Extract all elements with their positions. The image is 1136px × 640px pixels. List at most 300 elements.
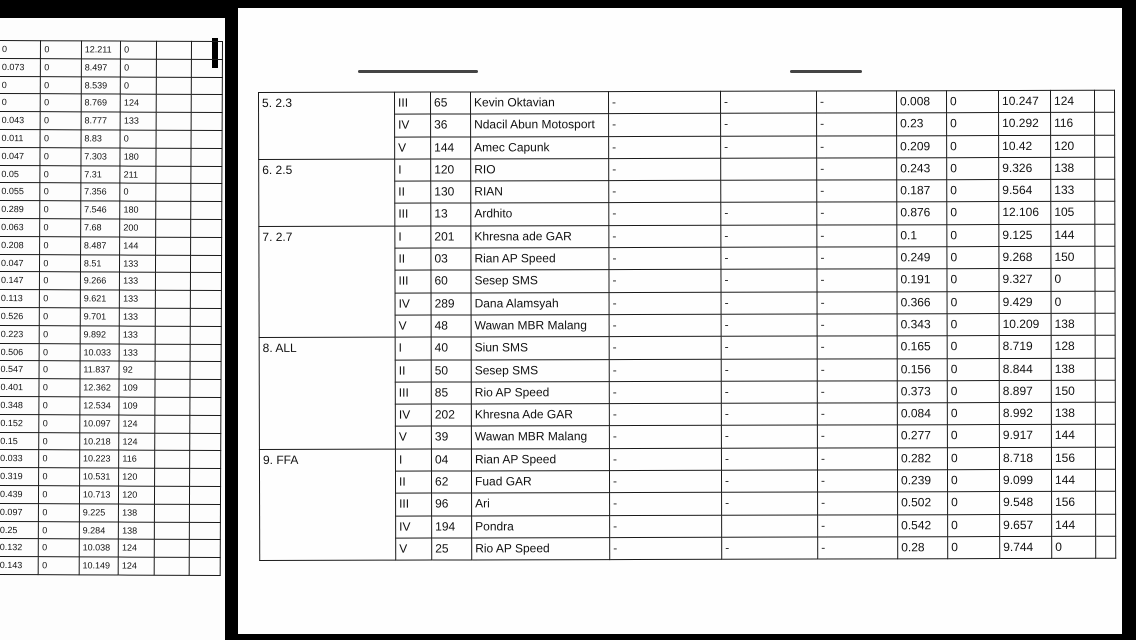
result-rank-cell: II: [395, 181, 431, 203]
left-table-cell: 0: [40, 308, 81, 326]
left-document-page: [0, 18, 225, 640]
left-table-empty-cell: [157, 112, 192, 130]
left-table-cell: 10.149: [79, 557, 118, 575]
left-table-cell: 124: [120, 94, 156, 112]
left-table-empty-cell: [191, 148, 222, 166]
left-table-cell: 0: [40, 290, 81, 308]
result-z-cell: 0: [947, 314, 999, 336]
left-table-cell: 116: [119, 450, 155, 468]
left-table-cell: 8.769: [81, 94, 120, 112]
result-rank-cell: I: [395, 449, 431, 471]
left-table-empty-cell: [190, 290, 221, 308]
left-table-empty-cell: [156, 166, 191, 184]
left-table-row: [0, 236, 222, 255]
left-table-row: [0, 183, 222, 202]
result-rank-cell: IV: [396, 516, 432, 538]
left-table-row: [0, 307, 221, 326]
result-z-cell: 0: [948, 536, 1000, 558]
result-et-cell: 9.657: [1000, 514, 1052, 536]
left-table-cell: 0: [0, 94, 41, 112]
result-speed-cell: 138: [1051, 313, 1095, 335]
left-table-cell: 0: [39, 361, 80, 379]
result-et-cell: 8.897: [999, 380, 1051, 402]
left-table-empty-cell: [190, 433, 221, 451]
left-table-row: [0, 396, 221, 415]
result-d3-cell: -: [817, 470, 897, 493]
left-table-cell: 124: [119, 433, 155, 451]
result-et-cell: 9.327: [999, 269, 1051, 291]
left-table-cell: 0.152: [0, 414, 39, 432]
left-table-cell: 180: [120, 201, 156, 219]
left-results-table: [0, 40, 223, 576]
result-speed-cell: 144: [1051, 425, 1095, 447]
result-rt-cell: 0.084: [897, 403, 947, 425]
left-table-cell: 7.546: [81, 201, 120, 219]
left-table-cell: 0.097: [0, 503, 39, 521]
result-extra-cell: [1096, 536, 1116, 558]
left-table-cell: 7.68: [80, 219, 119, 237]
left-table-empty-cell: [189, 557, 220, 575]
result-d3-cell: -: [817, 291, 897, 314]
result-name-cell: Sesep SMS: [471, 270, 609, 293]
left-table-empty-cell: [156, 201, 191, 219]
left-table-row: [0, 272, 221, 291]
left-table-cell: 0: [40, 130, 81, 148]
result-z-cell: 0: [947, 135, 999, 157]
left-table-empty-cell: [156, 308, 191, 326]
result-extra-cell: [1095, 179, 1115, 201]
left-table-empty-cell: [155, 540, 190, 558]
result-d2-cell: -: [721, 203, 817, 226]
result-d2-cell: -: [721, 359, 817, 382]
result-name-cell: Ndacil Abun Motosport: [471, 114, 609, 137]
left-table-row: [0, 201, 222, 220]
result-rank-cell: IV: [395, 404, 431, 426]
result-speed-cell: 120: [1051, 135, 1095, 157]
left-table-cell: 0.147: [0, 272, 40, 290]
result-rank-cell: III: [395, 382, 431, 404]
result-row: [259, 157, 1115, 182]
left-table-cell: 0: [40, 272, 81, 290]
left-table-cell: 0: [39, 521, 80, 539]
left-table-cell: 0: [40, 165, 81, 183]
result-speed-cell: 124: [1050, 90, 1094, 112]
left-table-cell: 0.526: [0, 307, 40, 325]
left-table-cell: 10.218: [80, 432, 119, 450]
left-table-row: [0, 58, 222, 77]
result-d2-cell: [721, 180, 817, 203]
left-table-row: [0, 112, 222, 131]
left-table-cell: 11.837: [80, 361, 119, 379]
result-extra-cell: [1095, 313, 1115, 335]
left-table-cell: 0: [40, 254, 81, 272]
left-table-cell: 10.038: [79, 539, 118, 557]
left-table-cell: 0.223: [0, 325, 40, 343]
left-table-cell: 0: [41, 94, 82, 112]
result-d1-cell: -: [609, 225, 721, 248]
left-table-cell: 8.539: [81, 76, 120, 94]
result-number-cell: 85: [431, 382, 471, 404]
left-table-cell: 8.777: [81, 112, 120, 130]
left-table-cell: 10.531: [79, 468, 118, 486]
left-table-cell: 0: [39, 414, 80, 432]
left-table-empty-cell: [156, 273, 191, 291]
result-z-cell: 0: [947, 247, 999, 269]
left-table-row: [0, 147, 222, 166]
left-table-cell: 133: [119, 326, 155, 344]
category-cell: 9. FFA: [259, 449, 395, 561]
left-table-cell: 0.401: [0, 379, 39, 397]
result-d3-cell: -: [817, 180, 897, 203]
left-table-empty-cell: [157, 95, 192, 113]
result-speed-cell: 150: [1051, 380, 1095, 402]
result-name-cell: Rian AP Speed: [471, 448, 609, 471]
result-rt-cell: 0.249: [897, 247, 947, 269]
result-et-cell: 9.744: [1000, 536, 1052, 558]
left-table-cell: 7.303: [81, 148, 120, 166]
result-d1-cell: -: [609, 270, 721, 293]
result-z-cell: 0: [946, 91, 998, 113]
left-table-row: [0, 165, 222, 184]
result-z-cell: 0: [947, 470, 999, 492]
header-rule-right: [790, 70, 862, 73]
result-et-cell: 10.209: [999, 313, 1051, 335]
left-table-row: [0, 343, 221, 362]
result-d1-cell: -: [609, 292, 721, 315]
left-table-cell: 12.534: [80, 397, 119, 415]
result-d1-cell: -: [609, 91, 721, 114]
result-number-cell: 202: [431, 404, 471, 426]
result-rank-cell: III: [396, 493, 432, 515]
left-table-empty-cell: [190, 468, 221, 486]
result-number-cell: 194: [432, 516, 472, 538]
left-table-cell: 0.047: [0, 254, 40, 272]
left-table-cell: 133: [120, 272, 156, 290]
result-number-cell: 04: [431, 449, 471, 471]
left-table-cell: 120: [119, 486, 155, 504]
result-name-cell: Siun SMS: [471, 337, 609, 360]
result-rank-cell: IV: [395, 293, 431, 315]
result-et-cell: 8.718: [999, 447, 1051, 469]
result-d1-cell: -: [609, 247, 721, 270]
result-speed-cell: 133: [1051, 179, 1095, 201]
left-table-row: [0, 432, 221, 451]
result-rt-cell: 0.502: [898, 492, 948, 514]
result-d2-cell: -: [721, 292, 817, 315]
left-table-empty-cell: [191, 202, 222, 220]
left-table-empty-cell: [191, 166, 222, 184]
left-table-empty-cell: [190, 451, 221, 469]
result-rank-cell: II: [395, 471, 431, 493]
left-table-empty-cell: [191, 59, 222, 77]
left-table-empty-cell: [189, 540, 220, 558]
left-table-empty-cell: [190, 344, 221, 362]
left-table-cell: 133: [119, 344, 155, 362]
result-speed-cell: 156: [1051, 447, 1095, 469]
result-d1-cell: -: [609, 314, 721, 337]
result-et-cell: 10.247: [998, 90, 1050, 112]
result-number-cell: 120: [431, 159, 471, 181]
result-d3-cell: -: [817, 336, 897, 359]
result-name-cell: RIAN: [471, 181, 609, 204]
left-results-body: [0, 41, 222, 576]
left-table-empty-cell: [156, 344, 191, 362]
left-table-empty-cell: [190, 255, 221, 273]
left-table-cell: 8.487: [80, 237, 119, 255]
left-table-cell: 12.362: [80, 379, 119, 397]
result-et-cell: 9.564: [999, 180, 1051, 202]
left-table-empty-cell: [190, 362, 221, 380]
left-table-cell: 0: [120, 183, 156, 201]
result-rt-cell: 0.876: [897, 202, 947, 224]
result-rt-cell: 0.239: [897, 470, 947, 492]
result-speed-cell: 144: [1051, 469, 1095, 491]
result-extra-cell: [1095, 246, 1115, 268]
result-d2-cell: -: [721, 247, 817, 270]
left-table-cell: 0: [41, 58, 82, 76]
left-table-empty-cell: [157, 59, 192, 77]
result-rank-cell: III: [395, 204, 431, 226]
left-table-cell: 0: [39, 379, 80, 397]
result-z-cell: 0: [947, 180, 999, 202]
left-table-cell: 0: [40, 147, 81, 165]
result-et-cell: 8.844: [999, 358, 1051, 380]
left-table-cell: 0.113: [0, 290, 40, 308]
left-table-cell: 0: [121, 59, 157, 77]
left-table-row: [0, 254, 222, 273]
left-table-cell: 0.143: [0, 557, 39, 575]
left-table-row: [0, 485, 221, 504]
result-extra-cell: [1096, 492, 1116, 514]
left-table-cell: 211: [120, 166, 156, 184]
left-table-cell: 0: [39, 450, 80, 468]
result-name-cell: Khresna ade GAR: [471, 225, 609, 248]
left-table-empty-cell: [191, 95, 222, 113]
result-z-cell: 0: [947, 202, 999, 224]
left-table-cell: 0: [40, 112, 81, 130]
left-table-cell: 0: [40, 219, 81, 237]
result-d2-cell: -: [721, 403, 817, 426]
result-d2-cell: [722, 515, 818, 538]
result-d2-cell: -: [722, 537, 818, 560]
left-table-cell: 0: [40, 325, 81, 343]
result-d3-cell: -: [817, 425, 897, 448]
result-d2-cell: -: [720, 91, 816, 114]
right-document-page: [238, 8, 1122, 634]
left-table-row: [0, 450, 221, 469]
result-rank-cell: I: [395, 226, 431, 248]
result-extra-cell: [1095, 113, 1115, 135]
left-table-cell: 0: [120, 77, 156, 95]
left-table-cell: 0.073: [0, 58, 41, 76]
left-table-cell: 9.225: [79, 504, 118, 522]
left-table-cell: 124: [119, 415, 155, 433]
left-table-empty-cell: [189, 486, 220, 504]
left-table-cell: 8.497: [81, 59, 120, 77]
result-et-cell: 8.719: [999, 336, 1051, 358]
result-name-cell: Rio AP Speed: [471, 381, 609, 404]
result-d1-cell: -: [609, 470, 721, 493]
left-table-cell: 9.892: [80, 326, 119, 344]
result-z-cell: 0: [947, 269, 999, 291]
left-table-cell: 9.621: [80, 290, 119, 308]
left-table-empty-cell: [155, 557, 190, 575]
left-table-row: [0, 94, 222, 113]
result-d2-cell: [721, 158, 817, 181]
left-table-cell: 180: [120, 148, 156, 166]
left-table-row: [0, 361, 221, 380]
left-table-row: [0, 129, 222, 148]
result-et-cell: 9.268: [999, 247, 1051, 269]
left-table-cell: 0: [41, 41, 82, 59]
left-table-cell: 9.266: [80, 272, 119, 290]
result-d3-cell: -: [818, 492, 898, 515]
left-table-cell: 10.223: [79, 450, 118, 468]
left-table-cell: 133: [120, 255, 156, 273]
left-table-cell: 0.348: [0, 396, 39, 414]
result-d3-cell: -: [817, 225, 897, 248]
result-z-cell: 0: [947, 336, 999, 358]
result-rank-cell: II: [395, 360, 431, 382]
left-table-cell: 0.319: [0, 468, 39, 486]
result-et-cell: 9.429: [999, 291, 1051, 313]
result-z-cell: 0: [947, 403, 999, 425]
result-z-cell: 0: [947, 224, 999, 246]
result-d2-cell: -: [721, 314, 817, 337]
left-table-row: [0, 521, 220, 540]
result-rank-cell: I: [395, 337, 431, 359]
result-rank-cell: V: [395, 427, 431, 449]
left-table-cell: 10.033: [80, 343, 119, 361]
result-row: [259, 90, 1115, 115]
result-name-cell: Ardhito: [471, 203, 609, 226]
left-table-cell: 133: [120, 290, 156, 308]
left-table-empty-cell: [191, 130, 222, 148]
left-table-cell: 7.356: [81, 183, 120, 201]
result-d3-cell: -: [817, 113, 897, 136]
result-d2-cell: -: [721, 136, 817, 159]
result-number-cell: 96: [432, 493, 472, 515]
result-d2-cell: -: [721, 448, 817, 471]
result-z-cell: 0: [948, 514, 1000, 536]
result-d1-cell: -: [610, 493, 722, 516]
left-table-empty-cell: [155, 451, 190, 469]
left-table-cell: 0: [39, 539, 80, 557]
race-results-body: [259, 90, 1116, 560]
result-d1-cell: -: [609, 180, 721, 203]
result-d2-cell: -: [721, 470, 817, 493]
result-extra-cell: [1095, 469, 1115, 491]
left-table-cell: 0: [39, 503, 80, 521]
result-extra-cell: [1095, 447, 1115, 469]
result-z-cell: 0: [947, 425, 999, 447]
result-speed-cell: 128: [1051, 336, 1095, 358]
result-extra-cell: [1095, 380, 1115, 402]
result-z-cell: 0: [947, 380, 999, 402]
left-table-empty-cell: [156, 148, 191, 166]
left-table-row: [0, 218, 222, 237]
result-number-cell: 48: [431, 315, 471, 337]
left-table-empty-cell: [155, 362, 190, 380]
result-d3-cell: -: [817, 381, 897, 404]
left-table-cell: 0: [120, 130, 156, 148]
left-table-cell: 0: [39, 486, 80, 504]
left-table-empty-cell: [155, 397, 190, 415]
left-table-empty-cell: [156, 130, 191, 148]
result-name-cell: Rio AP Speed: [472, 538, 610, 561]
left-table-cell: 0: [39, 468, 80, 486]
header-rule-left: [358, 70, 478, 73]
left-table-empty-cell: [190, 397, 221, 415]
result-rank-cell: III: [395, 92, 431, 114]
left-table-empty-cell: [156, 184, 191, 202]
result-number-cell: 201: [431, 226, 471, 248]
result-rank-cell: II: [395, 248, 431, 270]
left-table-row: [0, 557, 220, 576]
result-d2-cell: -: [721, 269, 817, 292]
result-d1-cell: -: [609, 448, 721, 471]
left-table-row: [0, 41, 222, 60]
left-table-cell: 0.132: [0, 539, 39, 557]
left-table-empty-cell: [156, 255, 191, 273]
result-rt-cell: 0.343: [897, 314, 947, 336]
left-table-empty-cell: [156, 237, 191, 255]
left-table-empty-cell: [156, 290, 191, 308]
left-table-cell: 0: [40, 236, 81, 254]
result-z-cell: 0: [947, 447, 999, 469]
result-name-cell: Fuad GAR: [471, 471, 609, 494]
result-name-cell: RIO: [471, 158, 609, 181]
left-table-cell: 0: [39, 432, 80, 450]
left-table-row: [0, 539, 220, 558]
left-table-cell: 0.063: [0, 218, 40, 236]
left-table-cell: 120: [119, 468, 155, 486]
result-d3-cell: -: [817, 314, 897, 337]
left-table-empty-cell: [155, 415, 190, 433]
result-z-cell: 0: [948, 492, 1000, 514]
result-row: [259, 336, 1115, 361]
result-speed-cell: 105: [1051, 202, 1095, 224]
result-extra-cell: [1095, 336, 1115, 358]
left-table-cell: 0.547: [0, 361, 39, 379]
result-row: [259, 224, 1115, 249]
left-table-empty-cell: [155, 522, 190, 540]
left-table-cell: 0.25: [0, 521, 39, 539]
result-rt-cell: 0.366: [897, 291, 947, 313]
result-speed-cell: 116: [1051, 113, 1095, 135]
result-speed-cell: 0: [1051, 291, 1095, 313]
result-d3-cell: -: [817, 269, 897, 292]
result-d1-cell: -: [609, 426, 721, 449]
left-table-cell: 200: [120, 219, 156, 237]
left-table-empty-cell: [190, 379, 221, 397]
result-name-cell: Wawan MBR Malang: [471, 315, 609, 338]
result-speed-cell: 144: [1052, 514, 1096, 536]
result-speed-cell: 0: [1052, 536, 1096, 558]
result-et-cell: 12.106: [999, 202, 1051, 224]
result-name-cell: Wawan MBR Malang: [471, 426, 609, 449]
result-rt-cell: 0.277: [897, 425, 947, 447]
result-speed-cell: 0: [1051, 269, 1095, 291]
result-rt-cell: 0.23: [897, 113, 947, 135]
left-table-row: [0, 503, 220, 522]
left-table-cell: 0: [39, 343, 80, 361]
result-d2-cell: -: [722, 492, 818, 515]
left-table-cell: 0.055: [0, 183, 40, 201]
result-number-cell: 289: [431, 293, 471, 315]
result-number-cell: 39: [431, 426, 471, 448]
category-cell: 7. 2.7: [259, 226, 395, 338]
